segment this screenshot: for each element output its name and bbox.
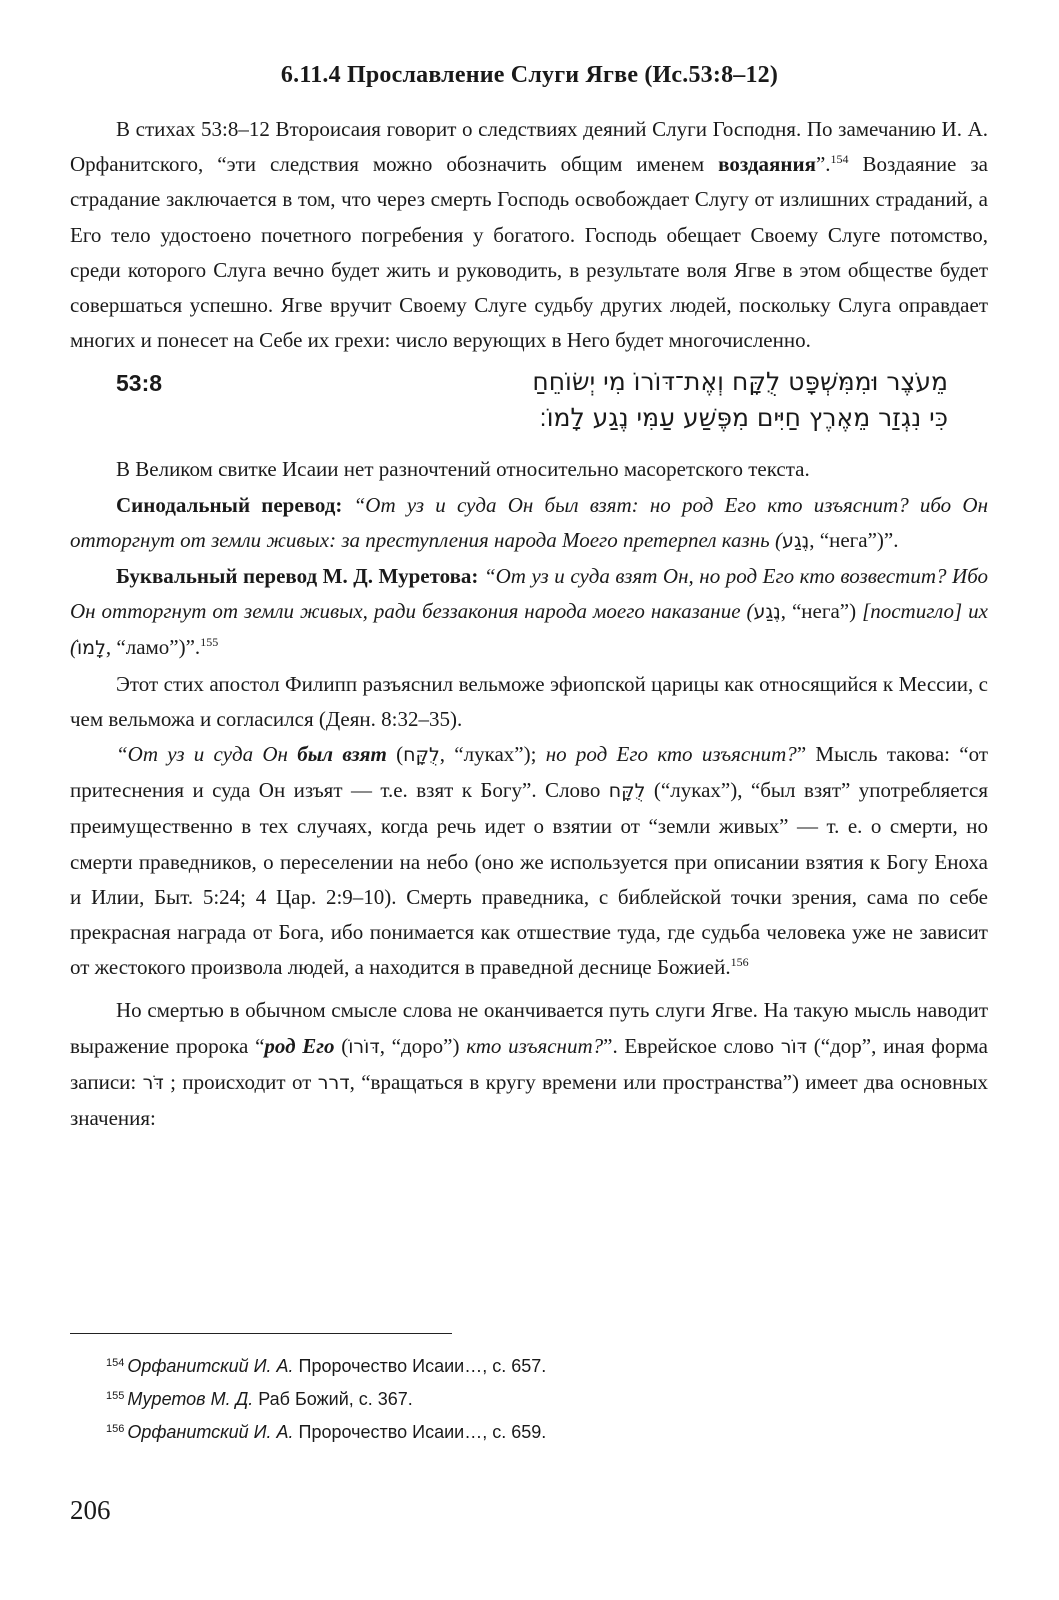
paragraph-taken: “От уз и суда Он был взят (לֻקָּח, “луках”); но род Его кто изъяснит?” Мысль такова: “от притеснения и суда Он изъят — т.е. взят к Богу”. Слово לֻקָּח (“луках”), “был взят” употребляется преимущественно в тех случаях, когда речь идет о взятии от “земли живых” — т. е. о смерти, но смерти праведников, о переселении на небо (оно же используется при описании взятия к Богу Еноха и Илии, Быт. 5:24; 4 Цар. 2:9–10). Смерть праведника, с библейской точки зрения, сама по себе прекрасная награда от Бога, ибо понимается как отшествие туда, где судьба человека уже не зависит от жестокого произвола людей, а находится в праведной деснице Божией.$^{156}$: [70, 742, 989, 980]
hebrew-verse-text: [448, 364, 948, 436]
hebrew-word: לֻקָּח: [403, 744, 440, 767]
bold-italic-phrase: был взят: [297, 742, 387, 767]
hebrew-word: דּוֹר: [780, 1035, 808, 1058]
hebrew-word: דּוֹרוֹ: [348, 1035, 380, 1058]
paragraph-philip: Этот стих апостол Филипп разъяснил вельможе эфиопской царицы как относящийся к Мессии, с чем вельможа и согласился (Деян. 8:32–35).: [70, 671, 988, 731]
hebrew-word: נֶגַע: [753, 601, 781, 624]
footnotes: [106, 1350, 956, 1449]
paragraph-scroll-note: В Великом свитке Исаии нет разночтений относительно масоретского текста.: [116, 457, 810, 482]
hebrew-line-1: מֵעֹצֶר וּמִמִּשְׁפָּט לֻקָּח וְאֶת־דּוֹרוֹ מִי יְשׂוֹחֵחַ: [532, 367, 948, 397]
verse-block: [70, 364, 988, 444]
hebrew-word: דֹּר: [142, 1071, 164, 1094]
section-heading: 6.11.4 Прославление Слуги Ягве (Ис.53:8–12): [280, 62, 779, 88]
hebrew-word: דרר: [317, 1071, 350, 1094]
hebrew-word: לֻקָּח: [608, 780, 646, 803]
page-number: 206: [70, 1495, 111, 1525]
footnote-item: $^{156}$ Орфанитский И. А. Пророчество Исаии…, с. 659.: [106, 1422, 547, 1442]
verse-number: 53:8: [116, 370, 163, 397]
hebrew-line-2: כִּי נִגְזַר מֵאֶרֶץ חַיִּים מִפֶּשַׁע עַמִּי נֶגַע לָמוֹ׃: [539, 403, 948, 433]
footnote-ref: 156: [730, 955, 749, 970]
hebrew-word: נֶגַע: [781, 529, 810, 552]
footnote-ref: 154: [830, 152, 849, 167]
translation-label: Буквальный перевод М. Д. Муретова:: [116, 564, 479, 589]
hebrew-word: לָמוֹ: [77, 637, 106, 660]
bold-italic-phrase: род Его: [264, 1033, 335, 1058]
footnote-divider: [70, 1333, 452, 1334]
footnote-item: $^{154}$ Орфанитский И. А. Пророчество Исаии…, с. 657.: [106, 1356, 547, 1376]
paragraph-generation: Но смертью в обычном смысле слова не оканчивается путь слуги Ягве. На такую мысль наводит выражение пророка “род Его (דּוֹרוֹ, “доро”) кто изъяснит?”. Еврейское слово דּוֹר (“дор”, иная форма записи: דֹּר ; происходит от דרר, “вращаться в кругу времени или пространства”) имеет два основных значения:: [70, 998, 989, 1131]
footnote-ref: 155: [200, 635, 219, 650]
paragraph-synodal: Синодальный перевод: “От уз и суда Он был взят: но род Его кто изъяснит? ибо Он отторгнут от земли живых: за преступления народа Моего претерпел казнь (נֶגַע, “нега”)”.: [70, 492, 988, 552]
bold-term: воздаяния: [718, 152, 816, 177]
main-text: [70, 112, 988, 1136]
footnote-item: $^{155}$ Муретов М. Д. Раб Божий, с. 367.: [106, 1389, 413, 1409]
translation-label: Синодальный перевод:: [116, 492, 343, 517]
paragraph-muretov: Буквальный перевод М. Д. Муретова: “От уз и суда взят Он, но род Его кто возвестит? Ибо Он отторгнут от земли живых, ради беззакония народа моего наказание (נֶגַע, “нега”) [постигло] их (לָמוֹ, “ламо”)”.$^{155}$: [70, 564, 988, 660]
paragraph-intro: В стихах 53:8–12 Второисаия говорит о следствиях деяний Слуги Господня. По замечанию И. А. Орфанитского, “эти следствия можно обозначить общим именем воздаяния”.$^{154}$ Воздаяние за страдание заключается в том, что через смерть Господь освобождает Слугу от излишних страданий, а Его тело удостоено почетного погребения у богатого. Господь обещает Своему Слуге потомство, среди которого Слуга вечно будет жить и руководить, в результате воля Ягве в этом обществе будет совершаться успешно. Ягве вручит Своему Слуге судьбу других людей, поскольку Слуга оправдает многих и понесет на Себе их грехи: число верующих в Него будет многочисленно.: [70, 117, 988, 353]
